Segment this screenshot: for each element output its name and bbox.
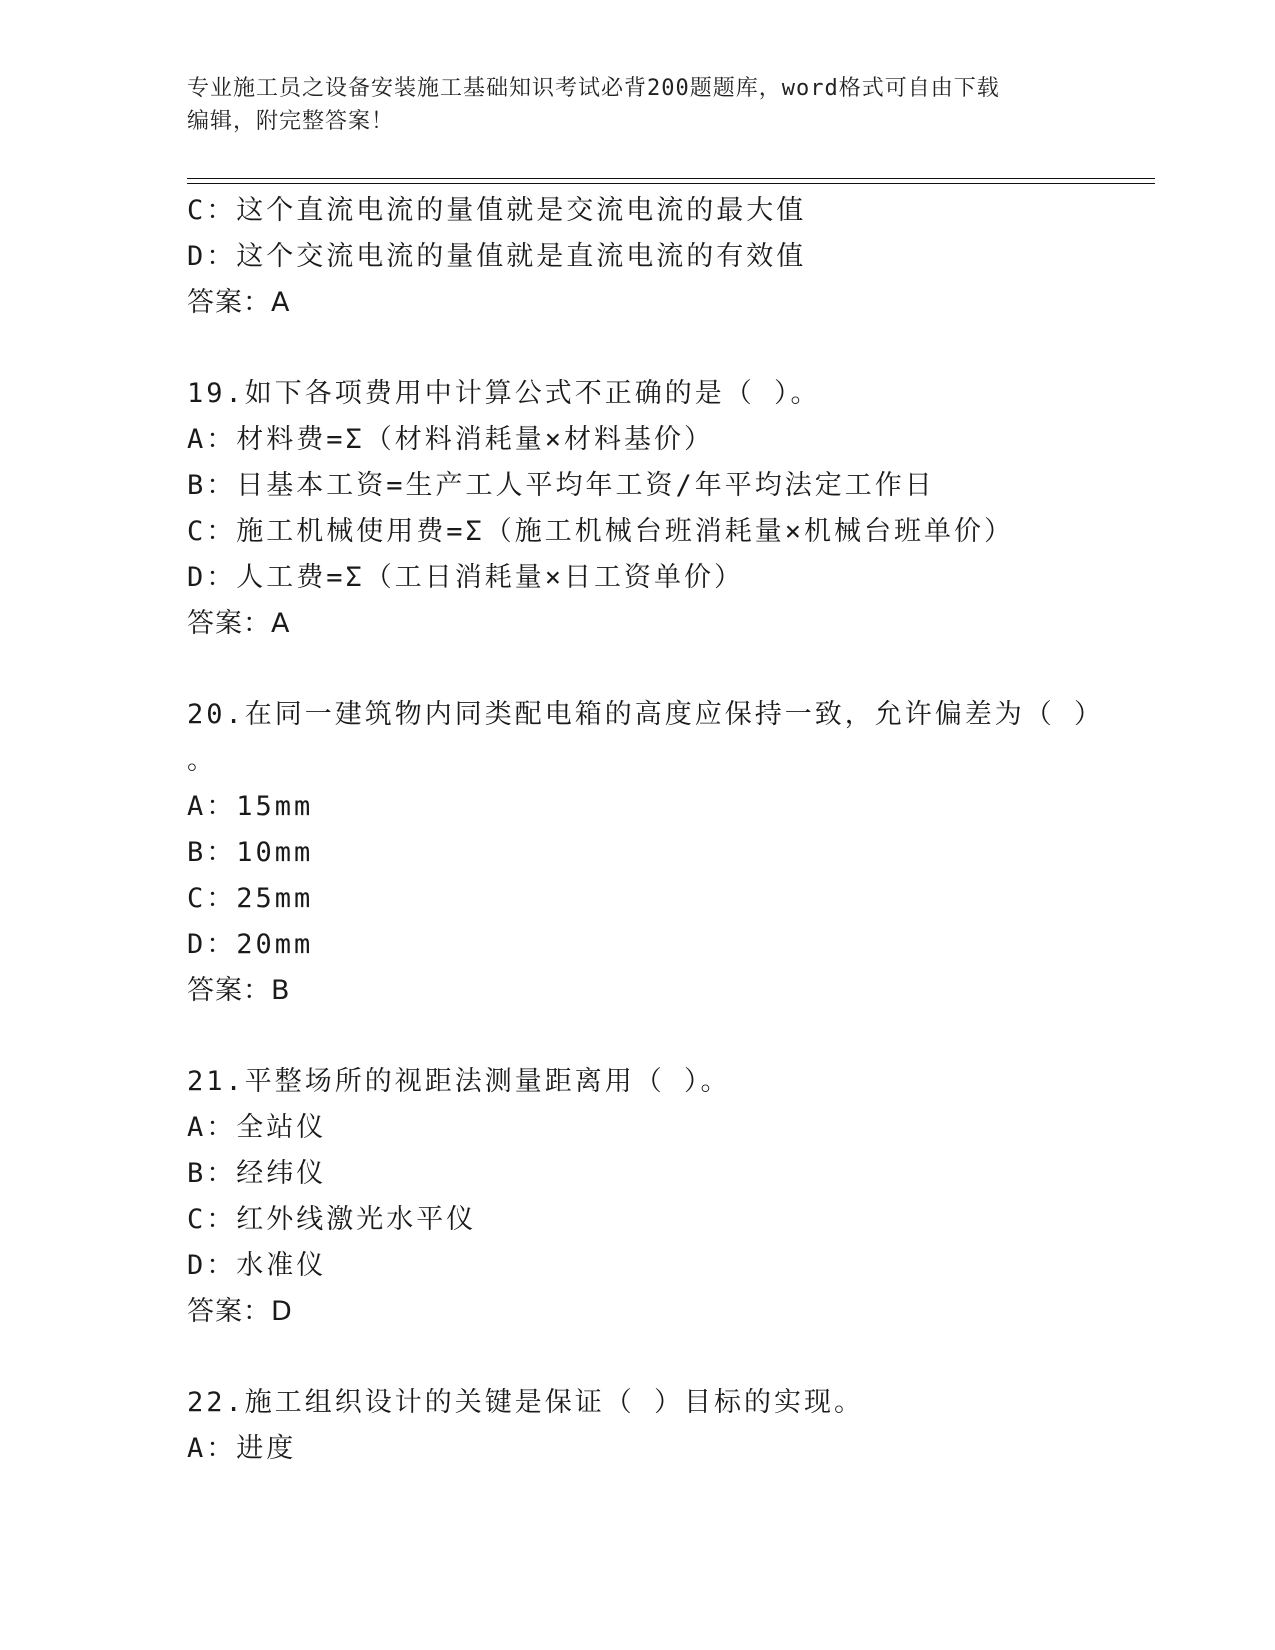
option-b: B：10mm <box>187 837 314 868</box>
option-d: D：这个交流电流的量值就是直流电流的有效值 <box>187 241 807 272</box>
question-21 <box>187 1059 1187 1335</box>
question-stem: 20.在同一建筑物内同类配电箱的高度应保持一致，允许偏差为（ ） <box>187 699 1105 730</box>
option-d: D：人工费=Σ（工日消耗量×日工资单价） <box>187 562 745 593</box>
option-c: C：这个直流电流的量值就是交流电流的最大值 <box>187 195 807 226</box>
header-title-line2: 编辑，附完整答案！ <box>187 109 395 134</box>
question-19 <box>187 371 1187 647</box>
answer: 答案：B <box>187 975 291 1006</box>
option-d: D：20mm <box>187 929 314 960</box>
option-a: A：全站仪 <box>187 1112 327 1143</box>
question-fragment <box>187 188 1187 326</box>
option-a: A：进度 <box>187 1433 297 1464</box>
option-b: B：日基本工资=生产工人平均年工资/年平均法定工作日 <box>187 470 935 501</box>
question-list <box>187 188 1187 1472</box>
document-header <box>187 72 1087 138</box>
option-d: D：水准仪 <box>187 1250 327 1281</box>
answer: 答案：A <box>187 608 291 639</box>
question-22 <box>187 1380 1187 1472</box>
option-c: C：25mm <box>187 883 314 914</box>
question-stem: 22.施工组织设计的关键是保证（ ）目标的实现。 <box>187 1387 865 1418</box>
question-stem: 19.如下各项费用中计算公式不正确的是（ ）。 <box>187 378 821 409</box>
header-divider-top <box>187 178 1155 179</box>
question-20 <box>187 692 1187 1014</box>
option-b: B：经纬仪 <box>187 1158 327 1189</box>
option-c: C：红外线激光水平仪 <box>187 1204 477 1235</box>
option-c: C：施工机械使用费=Σ（施工机械台班消耗量×机械台班单价） <box>187 516 1015 547</box>
header-divider-bottom <box>187 183 1155 184</box>
answer: 答案：D <box>187 1296 293 1327</box>
question-stem: 21.平整场所的视距法测量距离用（ ）。 <box>187 1066 731 1097</box>
answer: 答案：A <box>187 287 291 318</box>
question-stem-continuation: 。 <box>187 745 217 776</box>
option-a: A：材料费=Σ（材料消耗量×材料基价） <box>187 424 715 455</box>
header-title-line1: 专业施工员之设备安装施工基础知识考试必背200题题库，word格式可自由下载 <box>187 76 1000 101</box>
option-a: A：15mm <box>187 791 314 822</box>
